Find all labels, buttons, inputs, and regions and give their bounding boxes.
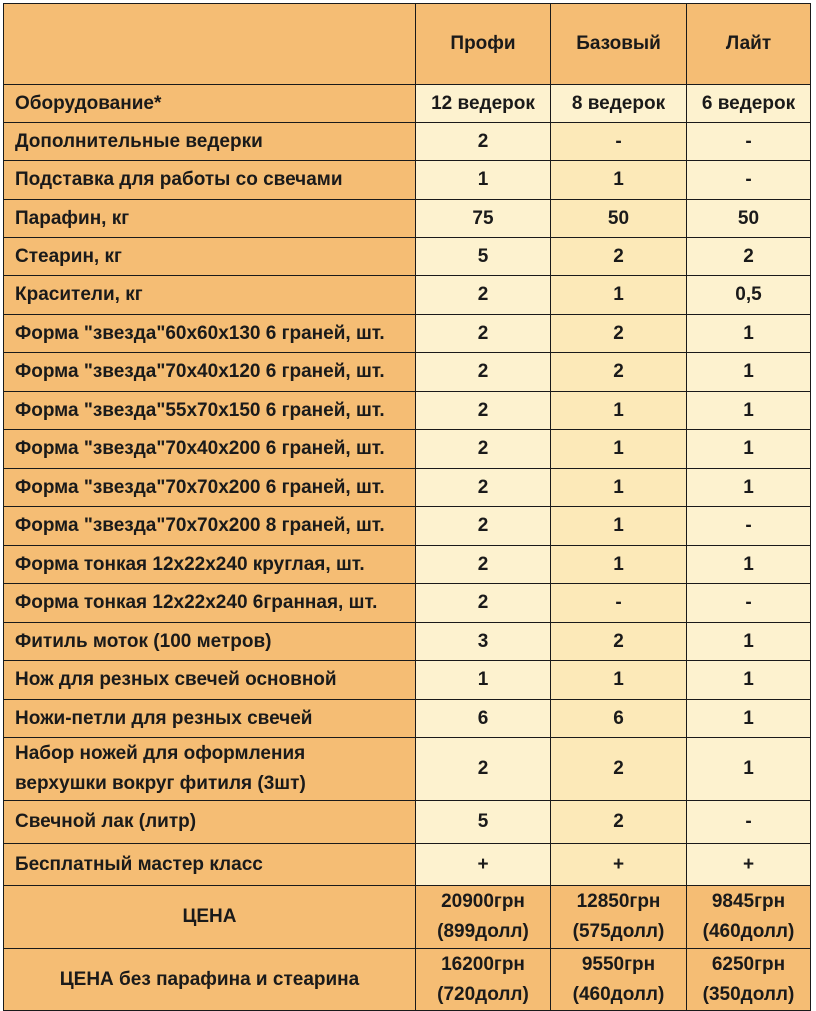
value-profi: 2 — [416, 430, 551, 469]
price-uah: 20900грн — [441, 891, 525, 912]
value-profi: 1 — [416, 161, 551, 200]
value-lite: 1 — [687, 315, 811, 353]
value-basic: 6 — [551, 700, 687, 738]
value-profi: 2 — [416, 507, 551, 546]
price-uah: 6250грн — [711, 953, 786, 975]
value-lite: 1 — [687, 353, 811, 392]
row-label: Нож для резных свечей основной — [4, 661, 416, 700]
value-lite: 1 — [687, 430, 811, 469]
value-lite: 6 ведерок — [687, 85, 811, 123]
price-usd: (720долл) — [437, 983, 529, 1005]
price-usd: (350долл) — [702, 983, 795, 1005]
price-label: ЦЕНА — [4, 886, 416, 949]
value-basic: 1 — [551, 161, 687, 200]
price-usd: (899долл) — [437, 921, 529, 942]
value-lite: - — [687, 161, 811, 200]
row-label-line: верхушки вокруг фитиля (3шт) — [15, 773, 306, 794]
value-basic: 1 — [551, 661, 687, 700]
value-profi: + — [416, 844, 551, 886]
value-profi: 5 — [416, 801, 551, 844]
value-profi: 12 ведерок — [416, 85, 551, 123]
price-row — [4, 886, 811, 949]
value-lite: - — [687, 584, 811, 623]
row-label: Форма "звезда"70х70х200 6 граней, шт. — [4, 469, 416, 507]
row-label: Форма "звезда"70х70х200 8 граней, шт. — [4, 507, 416, 546]
value-lite: 1 — [687, 700, 811, 738]
value-lite: 0,5 — [687, 276, 811, 315]
value-basic: 2 — [551, 238, 687, 276]
row-label: Форма "звезда"70х40х200 6 граней, шт. — [4, 430, 416, 469]
table-row — [4, 161, 811, 200]
value-lite: 1 — [687, 623, 811, 661]
table-row — [4, 315, 811, 353]
value-basic: 8 ведерок — [551, 85, 687, 123]
value-basic: 1 — [551, 546, 687, 584]
value-profi: 3 — [416, 623, 551, 661]
value-lite: 1 — [687, 661, 811, 700]
table-row — [4, 661, 811, 700]
value-lite: + — [687, 844, 811, 886]
value-basic: + — [551, 844, 687, 886]
header-profi: Профи — [416, 4, 551, 85]
price-usd: (460долл) — [572, 983, 665, 1005]
price-lite — [687, 886, 811, 949]
value-profi: 2 — [416, 738, 551, 801]
value-profi: 2 — [416, 353, 551, 392]
value-basic: 1 — [551, 469, 687, 507]
price-no-wax-row — [4, 949, 811, 1011]
row-label: Подставка для работы со свечами — [4, 161, 416, 200]
price-uah: 16200грн — [441, 953, 525, 975]
value-basic: 2 — [551, 315, 687, 353]
pricing-table — [3, 3, 811, 1011]
value-profi: 5 — [416, 238, 551, 276]
row-label: Дополнительные ведерки — [4, 123, 416, 161]
table-row — [4, 238, 811, 276]
header-row — [4, 4, 811, 85]
header-lite: Лайт — [687, 4, 811, 85]
price-basic — [551, 886, 687, 949]
value-lite: 2 — [687, 238, 811, 276]
row-label: Форма "звезда"55х70х150 6 граней, шт. — [4, 392, 416, 430]
price-uah: 9845грн — [711, 891, 786, 912]
value-profi: 2 — [416, 546, 551, 584]
price-basic — [551, 949, 687, 1011]
value-basic: 2 — [551, 738, 687, 801]
row-label: Ножи-петли для резных свечей — [4, 700, 416, 738]
value-basic: 50 — [551, 200, 687, 238]
row-label: Бесплатный мастер класс — [4, 844, 416, 886]
table-row — [4, 276, 811, 315]
price-lite — [687, 949, 811, 1011]
row-label: Форма тонкая 12х22х240 круглая, шт. — [4, 546, 416, 584]
row-label — [4, 738, 416, 801]
value-profi: 6 — [416, 700, 551, 738]
value-basic: 2 — [551, 623, 687, 661]
price-uah: 12850грн — [576, 891, 661, 912]
value-profi: 2 — [416, 469, 551, 507]
row-label: Стеарин, кг — [4, 238, 416, 276]
price-uah: 9550грн — [581, 953, 656, 975]
table-row — [4, 392, 811, 430]
price-profi — [416, 949, 551, 1011]
row-label: Свечной лак (литр) — [4, 801, 416, 844]
table-row — [4, 584, 811, 623]
value-basic: 1 — [551, 276, 687, 315]
value-profi: 2 — [416, 392, 551, 430]
row-label: Красители, кг — [4, 276, 416, 315]
value-basic: - — [551, 123, 687, 161]
table-row — [4, 85, 811, 123]
value-profi: 2 — [416, 584, 551, 623]
header-corner — [4, 4, 416, 85]
row-label-line: Набор ножей для оформления — [15, 743, 306, 764]
table-row — [4, 200, 811, 238]
price-usd: (460долл) — [702, 921, 795, 942]
table-row — [4, 123, 811, 161]
table-row — [4, 507, 811, 546]
value-lite: 1 — [687, 738, 811, 801]
value-basic: - — [551, 584, 687, 623]
row-label: Форма тонкая 12х22х240 6гранная, шт. — [4, 584, 416, 623]
price-profi — [416, 886, 551, 949]
price-label: ЦЕНА без парафина и стеарина — [4, 949, 416, 1011]
value-lite: - — [687, 123, 811, 161]
table-row — [4, 844, 811, 886]
row-label: Фитиль моток (100 метров) — [4, 623, 416, 661]
value-lite: - — [687, 507, 811, 546]
table-row — [4, 801, 811, 844]
table-row — [4, 700, 811, 738]
value-profi: 75 — [416, 200, 551, 238]
table-row — [4, 430, 811, 469]
value-lite: 1 — [687, 546, 811, 584]
row-label: Форма "звезда"60х60х130 6 граней, шт. — [4, 315, 416, 353]
value-basic: 1 — [551, 430, 687, 469]
value-lite: - — [687, 801, 811, 844]
row-label: Парафин, кг — [4, 200, 416, 238]
row-label: Оборудование* — [4, 85, 416, 123]
value-profi: 2 — [416, 123, 551, 161]
header-basic: Базовый — [551, 4, 687, 85]
value-profi: 2 — [416, 315, 551, 353]
value-lite: 1 — [687, 469, 811, 507]
table-row — [4, 469, 811, 507]
table-row — [4, 353, 811, 392]
value-lite: 50 — [687, 200, 811, 238]
value-profi: 1 — [416, 661, 551, 700]
table-row — [4, 738, 811, 801]
value-basic: 2 — [551, 353, 687, 392]
table-row — [4, 546, 811, 584]
value-lite: 1 — [687, 392, 811, 430]
value-basic: 1 — [551, 392, 687, 430]
value-basic: 2 — [551, 801, 687, 844]
price-usd: (575долл) — [572, 921, 665, 942]
value-profi: 2 — [416, 276, 551, 315]
value-basic: 1 — [551, 507, 687, 546]
table-row — [4, 623, 811, 661]
row-label: Форма "звезда"70х40х120 6 граней, шт. — [4, 353, 416, 392]
